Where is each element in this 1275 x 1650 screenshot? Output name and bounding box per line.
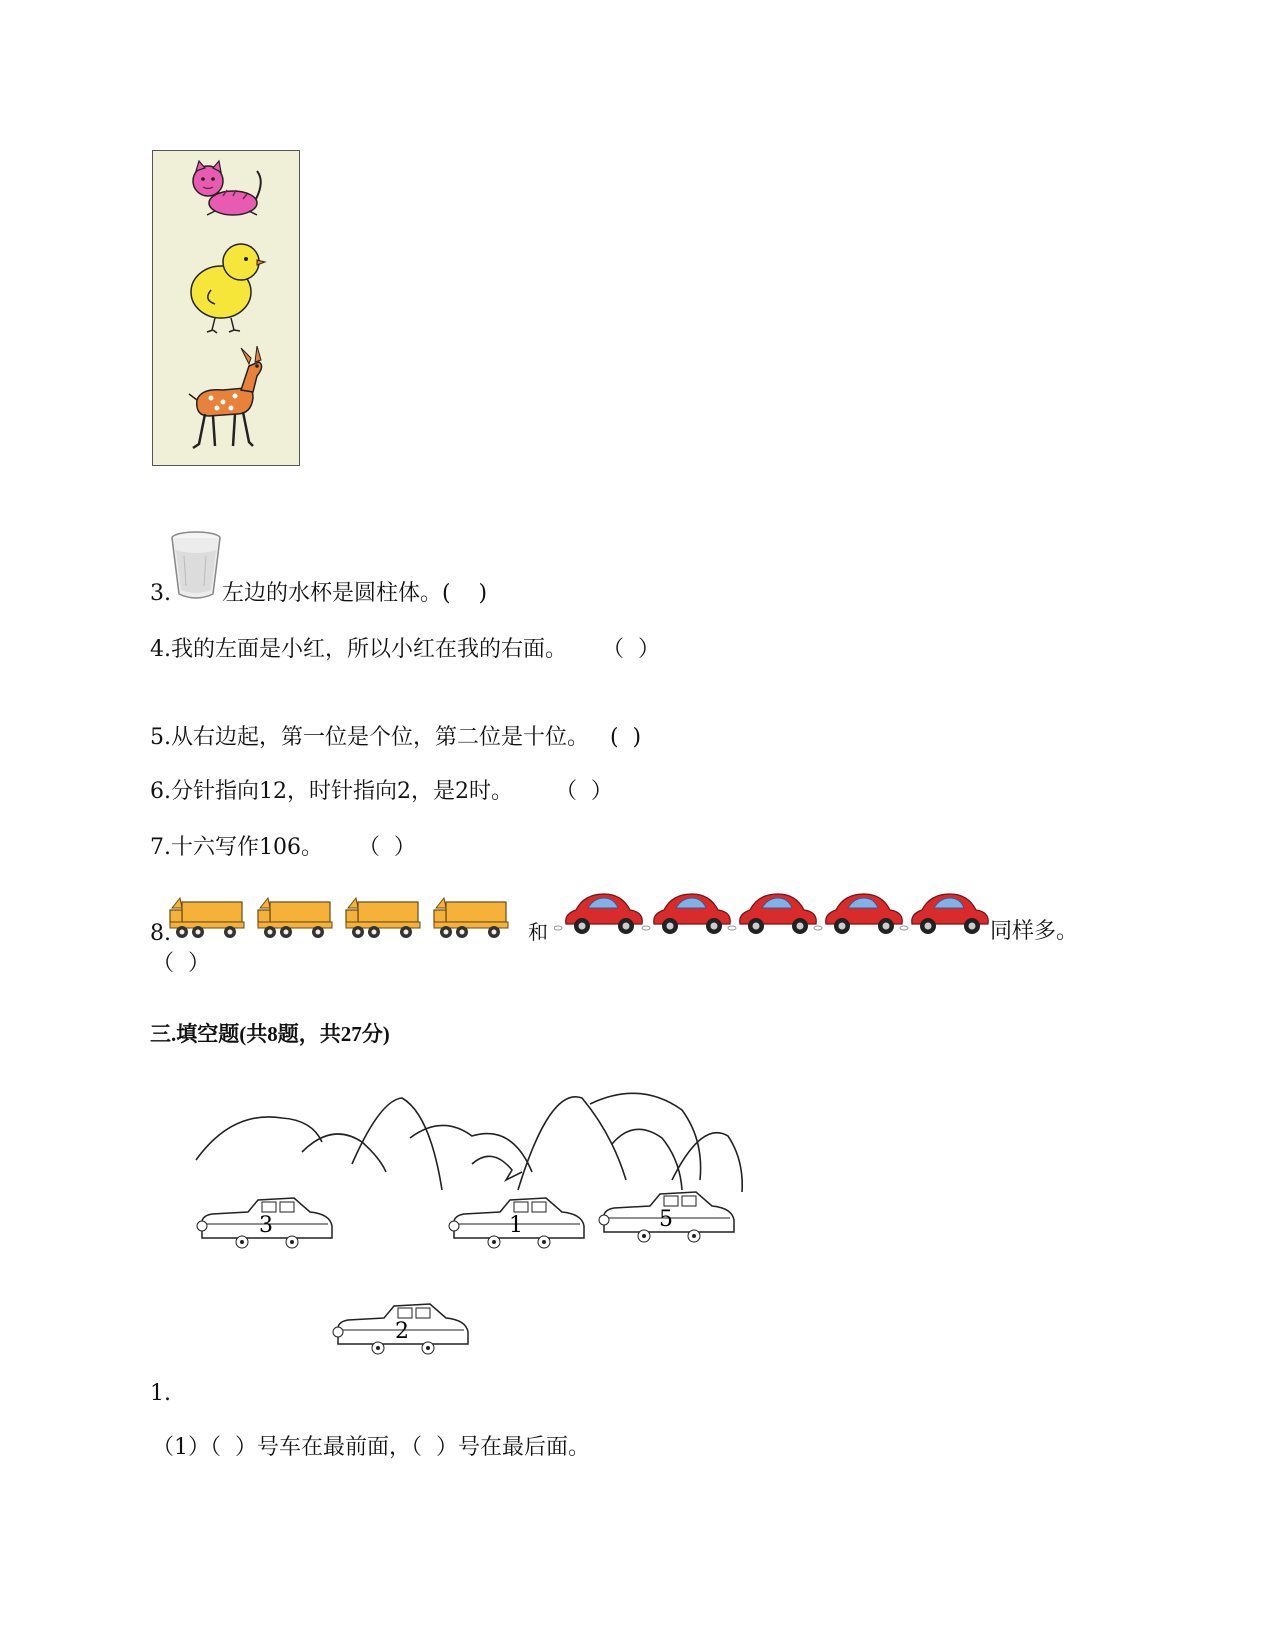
red-car-row [554, 884, 994, 938]
car-number-3: 3 [259, 1213, 273, 1238]
car-number-5: 5 [659, 1207, 673, 1232]
question-8-and: 和 [528, 920, 548, 944]
car-number-2: 2 [395, 1319, 409, 1344]
red-car-icon [554, 894, 642, 934]
question-3-text: 左边的水杯是圆柱体。( ) [222, 581, 488, 606]
fill-1-number: 1. [150, 1381, 171, 1406]
fill-1-subquestion-1: （1）（ ）号车在最前面，（ ）号在最后面。 [152, 1435, 590, 1460]
animal-cell-cat [152, 150, 300, 234]
question-8-number: 8. [150, 921, 171, 946]
question-8-paren: （ ） [152, 951, 210, 976]
animal-cell-deer [152, 336, 300, 466]
truck-icon [258, 898, 332, 938]
question-7: 7.十六写作106。 （ ） [150, 835, 416, 860]
question-8-tail: 同样多。 [990, 919, 1079, 944]
truck-icon [170, 898, 244, 938]
red-car-icon [642, 894, 730, 934]
deer-icon [153, 336, 299, 464]
glass-icon [170, 530, 222, 602]
question-4: 4.我的左面是小红，所以小红在我的右面。 （ ） [150, 637, 660, 662]
truck-row [168, 892, 528, 940]
truck-icon [346, 898, 420, 938]
red-car-icon [728, 894, 816, 934]
red-car-icon [900, 894, 988, 934]
question-3-number: 3. [150, 581, 171, 606]
car-number-1: 1 [509, 1213, 523, 1238]
section-3-title: 三.填空题(共8题，共27分) [150, 1022, 390, 1046]
red-car-icon [814, 894, 902, 934]
animal-cell-chick [152, 232, 300, 338]
question-5: 5.从右边起，第一位是个位，第二位是十位。 ( ) [150, 725, 642, 750]
chick-icon [153, 232, 299, 336]
mountains-cars-illustration [172, 1080, 804, 1402]
question-6: 6.分针指向12，时针指向2，是2时。 （ ） [150, 779, 613, 804]
truck-icon [434, 898, 508, 938]
cat-icon [153, 151, 299, 233]
